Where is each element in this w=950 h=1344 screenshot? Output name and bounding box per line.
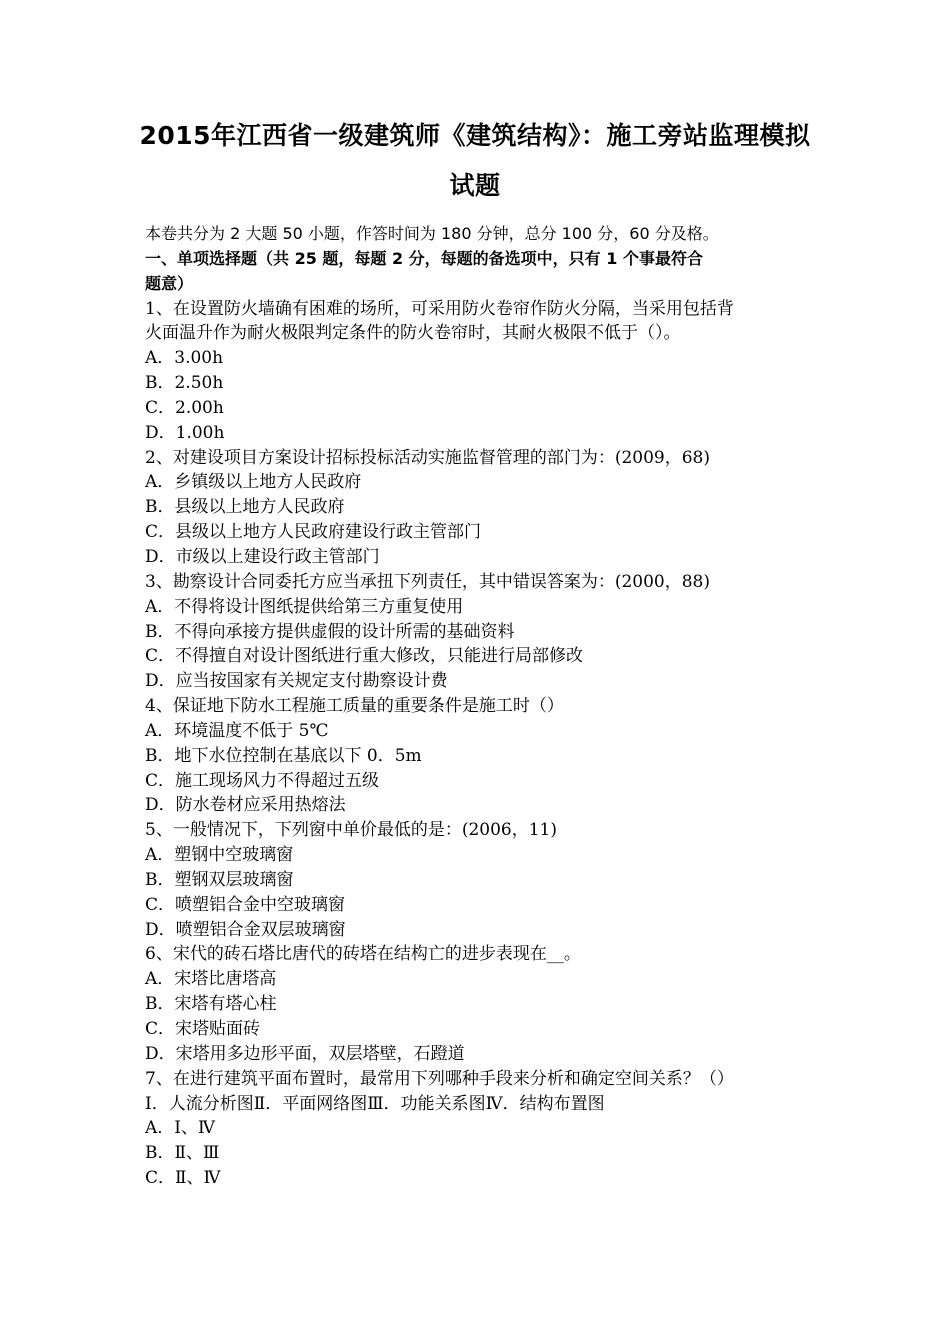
- answer-option-d: D．喷塑铝合金双层玻璃窗: [145, 919, 346, 940]
- question-stem: Ⅰ．人流分析图Ⅱ．平面网络图Ⅲ．功能关系图Ⅳ．结构布置图: [145, 1093, 605, 1114]
- answer-option-d: D．防水卷材应采用热熔法: [145, 795, 346, 816]
- question-4: [145, 694, 815, 818]
- question-stem: 1、在设置防火墙确有困难的场所，可采用防火卷帘作防火分隔，当采用包括背: [145, 298, 734, 319]
- question-stem: 火面温升作为耐火极限判定条件的防火卷帘时，其耐火极限不低于（）。: [145, 323, 681, 344]
- answer-option-b: B．县级以上地方人民政府: [145, 497, 345, 518]
- answer-option-c: C．施工现场风力不得超过五级: [145, 770, 380, 791]
- question-3: [145, 570, 815, 694]
- answer-option-a: A．塑钢中空玻璃窗: [145, 845, 294, 866]
- answer-option-a: A．宋塔比唐塔高: [145, 969, 277, 990]
- answer-option-c: C．县级以上地方人民政府建设行政主管部门: [145, 522, 482, 543]
- question-stem: 4、保证地下防水工程施工质量的重要条件是施工时（）: [145, 696, 564, 717]
- document-body: [145, 222, 815, 1191]
- answer-option-b: B．2.50h: [145, 373, 224, 394]
- answer-option-a: A．Ⅰ、Ⅳ: [145, 1118, 215, 1139]
- question-stem: 3、勘察设计合同委托方应当承扭下列责任，其中错误答案为：(2000，88): [145, 571, 710, 592]
- answer-option-a: A．环境温度不低于 5℃: [145, 720, 329, 741]
- answer-option-b: B．宋塔有塔心柱: [145, 994, 277, 1015]
- document-title-line-2: 试题: [449, 171, 501, 200]
- answer-option-d: D．应当按国家有关规定支付勘察设计费: [145, 671, 448, 692]
- answer-option-d: D．市级以上建设行政主管部门: [145, 546, 380, 567]
- answer-option-b: B．不得向承接方提供虚假的设计所需的基础资料: [145, 621, 515, 642]
- exam-intro: 本卷共分为 2 大题 50 小题，作答时间为 180 分钟，总分 100 分，60 分及格。: [145, 224, 719, 243]
- answer-option-c: C．宋塔贴面砖: [145, 1019, 261, 1039]
- answer-option-d: D．1.00h: [145, 422, 225, 443]
- answer-option-a: A．3.00h: [145, 348, 224, 369]
- question-stem: 6、宋代的砖石塔比唐代的砖塔在结构亡的进步表现在__。: [145, 944, 581, 965]
- answer-option-a: A．乡镇级以上地方人民政府: [145, 472, 362, 493]
- question-stem: 2、对建设项目方案设计招标投标活动实施监督管理的部门为：(2009，68): [145, 447, 710, 468]
- question-6: [145, 942, 815, 1066]
- answer-option-b: B．Ⅱ、Ⅲ: [145, 1143, 220, 1164]
- question-5: [145, 818, 815, 942]
- answer-option-a: A．不得将设计图纸提供给第三方重复使用: [145, 596, 464, 617]
- section-heading-line-1: 一、单项选择题（共 25 题，每题 2 分，每题的备选项中，只有 1 个事最符合: [145, 248, 703, 268]
- document-title-line-1: 2015年江西省一级建筑师《建筑结构》：施工旁站监理模拟: [139, 121, 811, 150]
- answer-option-b: B．塑钢双层玻璃窗: [145, 869, 294, 890]
- question-stem: 7、在进行建筑平面布置时，最常用下列哪种手段来分析和确定空间关系？（）: [145, 1068, 734, 1089]
- question-stem: 5、一般情况下，下列窗中单价最低的是：(2006，11): [145, 820, 557, 841]
- section-heading-line-2: 题意）: [145, 273, 194, 293]
- answer-option-b: B．地下水位控制在基底以下 0．5m: [145, 745, 422, 766]
- question-2: [145, 446, 815, 570]
- answer-option-c: C．Ⅱ、Ⅳ: [145, 1168, 221, 1189]
- question-1: [145, 297, 815, 446]
- answer-option-c: C．2.00h: [145, 397, 224, 418]
- answer-option-c: C．不得擅自对设计图纸进行重大修改，只能进行局部修改: [145, 646, 584, 667]
- question-7: [145, 1067, 815, 1191]
- answer-option-d: D．宋塔用多边形平面，双层塔壁，石蹬道: [145, 1043, 465, 1064]
- answer-option-c: C．喷塑铝合金中空玻璃窗: [145, 894, 346, 915]
